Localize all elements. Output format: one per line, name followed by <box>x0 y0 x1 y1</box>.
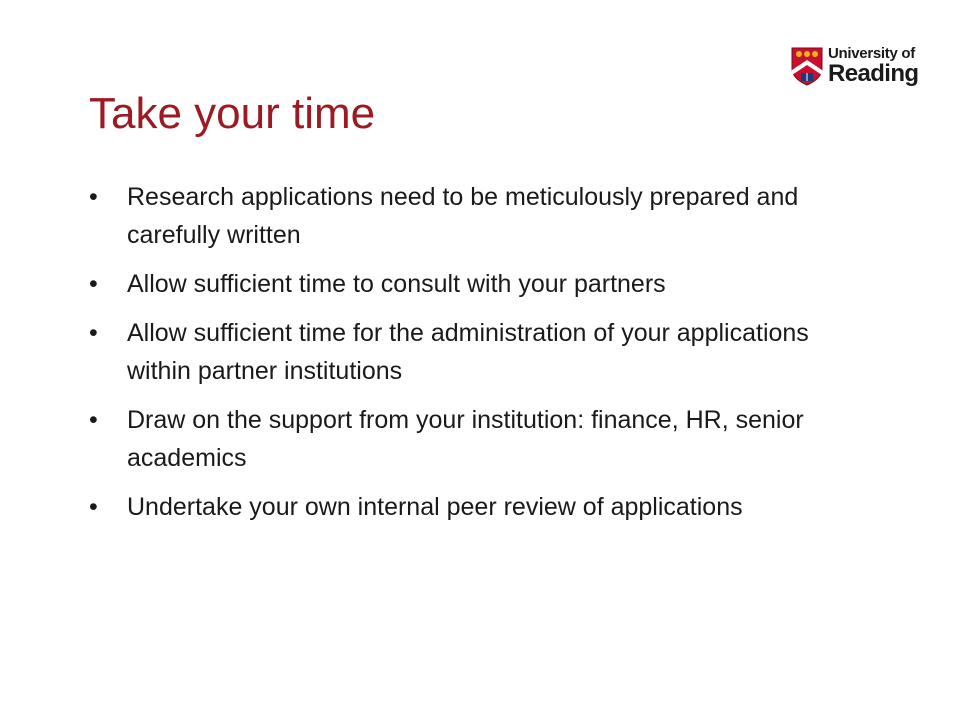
bullet-item <box>89 178 869 254</box>
bullet-item <box>89 401 869 477</box>
bullet-text: Allow sufficient time for the administration of your applications within partner institutions <box>127 319 809 385</box>
slide-title: Take your time <box>89 89 376 138</box>
bullet-text: Draw on the support from your institution: finance, HR, senior academics <box>127 406 804 472</box>
bullet-text: Research applications need to be meticulously prepared and carefully written <box>127 183 799 249</box>
bullet-icon: • <box>89 493 98 521</box>
bullet-item <box>89 265 869 303</box>
university-crest-icon <box>790 46 824 86</box>
bullet-text: Allow sufficient time to consult with your partners <box>127 270 666 298</box>
logo-wordmark <box>828 46 918 86</box>
bullet-icon: • <box>89 319 98 347</box>
bullet-list <box>89 178 869 537</box>
bullet-item <box>89 314 869 390</box>
university-logo <box>790 44 918 88</box>
bullet-item <box>89 488 869 526</box>
logo-line-2: Reading <box>828 60 919 87</box>
bullet-text: Undertake your own internal peer review of applications <box>127 493 743 521</box>
bullet-icon: • <box>89 270 98 298</box>
bullet-icon: • <box>89 183 98 211</box>
logo-line-1: University of <box>828 45 915 62</box>
bullet-icon: • <box>89 406 98 434</box>
